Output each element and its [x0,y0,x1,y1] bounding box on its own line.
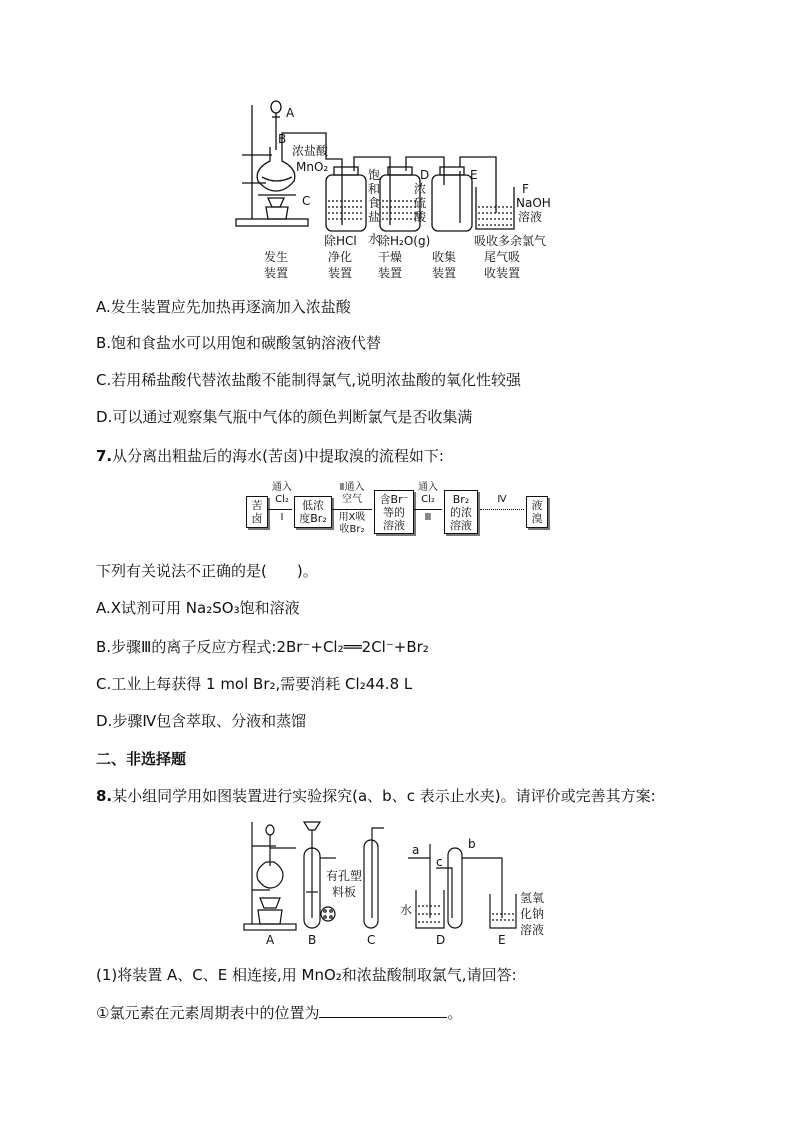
label-h2so4-3: 酸 [414,210,427,224]
caption-absorb-cl2: 吸收多余氯气 [474,234,547,248]
q7-option-d: D.步骤Ⅳ包含萃取、分液和蒸馏 [96,712,307,730]
flow-box-bittern-l2: 卤 [251,512,263,525]
label-brine-5: 水 [368,232,381,246]
flow-box-conc-br2-l1: Br₂ [452,492,470,506]
label-brine-3: 食 [368,196,381,210]
q7-option-b: B.步骤Ⅲ的离子反应方程式:2Br⁻+Cl₂══2Cl⁻+Br₂ [96,638,429,656]
q8-sub1-q1-text: ①氯元素在元素周期表中的位置为 [96,1004,320,1022]
q6-option-a: A.发生装置应先加热再逐滴加入浓盐酸 [96,298,351,316]
flow-arrow-2 [332,509,372,510]
q8-sub1-q1-end: 。 [447,1004,463,1022]
flow-box-br-solution-l1: 含Br⁻ [379,492,409,506]
label-naoh-2: 化钠 [520,907,545,921]
letter-A: A [266,933,275,947]
bromine-flow-diagram [240,480,560,540]
q8-apparatus-drawing [240,818,560,950]
flow-box-br-solution [374,490,414,534]
label-clamp-b: b [468,837,476,851]
caption-gen-2: 装置 [264,266,289,280]
flow-arrow-2-top2: 空气 [342,494,362,505]
caption-tail-2: 收装置 [484,266,521,280]
label-h2so4-2: 硫 [414,196,427,210]
caption-remove-hcl: 除HCl [324,234,357,248]
flow-arrow-2-bottom2: 收Br₂ [339,524,365,535]
caption-collect-1: 收集 [432,250,457,264]
flow-arrow-3-top2: Cl₂ [421,494,435,505]
flow-box-bittern-l1: 苦 [251,499,263,512]
flow-arrow-4-top: Ⅳ [497,494,507,505]
flow-arrow-3 [414,509,442,510]
letter-C: C [367,933,376,947]
caption-gen-1: 发生 [264,250,289,264]
flow-box-conc-br2 [444,490,478,534]
label-clamp-c: c [436,855,443,869]
q8-stem [96,786,656,806]
flow-arrow-2-bottom1: 用X吸 [338,512,366,523]
caption-purify-2: 装置 [328,266,353,280]
q7-question: 下列有关说法不正确的是( )。 [96,562,318,580]
caption-dry-1: 干燥 [378,250,403,264]
q8-sub1: (1)将装置 A、C、E 相连接,用 MnO₂和浓盐酸制取氯气,请回答: [96,966,517,984]
label-brine-2: 和 [368,182,381,196]
label-brine-4: 盐 [368,210,381,224]
label-naoh-1: NaOH [516,196,551,210]
q7-stem [96,446,444,466]
label-water: 水 [400,903,413,917]
flow-box-br-solution-l2: 等的 [383,505,405,519]
flow-box-liquid-br-l2: 溴 [531,512,543,525]
flow-box-liquid-br [526,496,548,528]
letter-D: D [436,933,446,947]
label-mno2: MnO₂ [296,160,329,174]
flow-box-br-solution-l3: 溶液 [383,518,405,532]
flow-box-liquid-br-l1: 液 [531,499,543,512]
label-A: A [286,106,295,120]
caption-purify-1: 净化 [328,250,353,264]
flow-arrow-1 [268,509,292,510]
label-perforated-plate-2: 料板 [332,885,357,899]
flow-box-conc-br2-l3: 溶液 [450,518,472,532]
label-conc-hcl: 浓盐酸 [292,144,329,158]
q6-option-d: D.可以通过观察集气瓶中气体的颜色判断氯气是否收集满 [96,408,473,426]
q8-apparatus-figure [240,818,560,950]
caption-tail-1: 尾气吸 [484,250,521,264]
answer-blank[interactable] [319,1003,447,1018]
flow-arrow-4 [480,509,524,510]
flow-box-low-br2 [294,496,332,528]
q8-sub1-q1 [96,1003,462,1023]
label-naoh-2: 溶液 [518,210,543,224]
label-B: B [278,132,287,146]
flow-arrow-1-bottom: Ⅰ [280,512,284,523]
q7-stem-text: 从分离出粗盐后的海水(苦卤)中提取溴的流程如下: [112,447,444,465]
section-title: 二、非选择题 [96,750,187,768]
label-perforated-plate-1: 有孔塑 [326,869,363,883]
q6-option-c: C.若用稀盐酸代替浓盐酸不能制得氯气,说明浓盐酸的氧化性较强 [96,371,522,389]
label-brine-1: 饱 [368,168,381,182]
flow-arrow-1-top2: Cl₂ [275,494,289,505]
q6-option-b: B.饱和食盐水可以用饱和碳酸氢钠溶液代替 [96,334,382,352]
chlorine-apparatus-figure [230,95,570,290]
flow-box-conc-br2-l2: 的浓 [450,505,472,519]
q7-option-c: C.工业上每获得 1 mol Br₂,需要消耗 Cl₂44.8 L [96,675,413,693]
flow-arrow-3-bottom: Ⅲ [424,512,432,523]
flow-arrow-1-top1: 通入 [272,482,292,493]
flow-box-bittern [246,496,268,528]
label-D: D [420,168,430,182]
q7-number: 7. [96,447,113,465]
letter-B: B [308,933,317,947]
label-C: C [302,194,311,208]
flow-box-low-br2-l1: 低浓 [302,499,324,512]
flow-box-low-br2-l2: 度Br₂ [299,512,327,525]
caption-remove-water: 除H₂O(g) [378,234,431,248]
q7-option-a: A.X试剂可用 Na₂SO₃饱和溶液 [96,599,300,617]
apparatus-drawing [230,95,570,290]
label-h2so4-1: 浓 [414,182,427,196]
label-naoh-3: 溶液 [520,923,545,937]
caption-collect-2: 装置 [432,266,457,280]
label-E: E [470,168,478,182]
label-clamp-a: a [412,843,420,857]
q8-stem-text: 某小组同学用如图装置进行实验探究(a、b、c 表示止水夹)。请评价或完善其方案: [112,787,656,805]
flow-arrow-3-top1: 通入 [418,482,438,493]
q8-number: 8. [96,787,113,805]
label-F: F [522,182,529,196]
caption-dry-2: 装置 [378,266,403,280]
letter-E: E [498,933,506,947]
flow-arrow-2-top1: Ⅱ通入 [339,482,365,493]
label-naoh-1: 氢氧 [520,891,545,905]
